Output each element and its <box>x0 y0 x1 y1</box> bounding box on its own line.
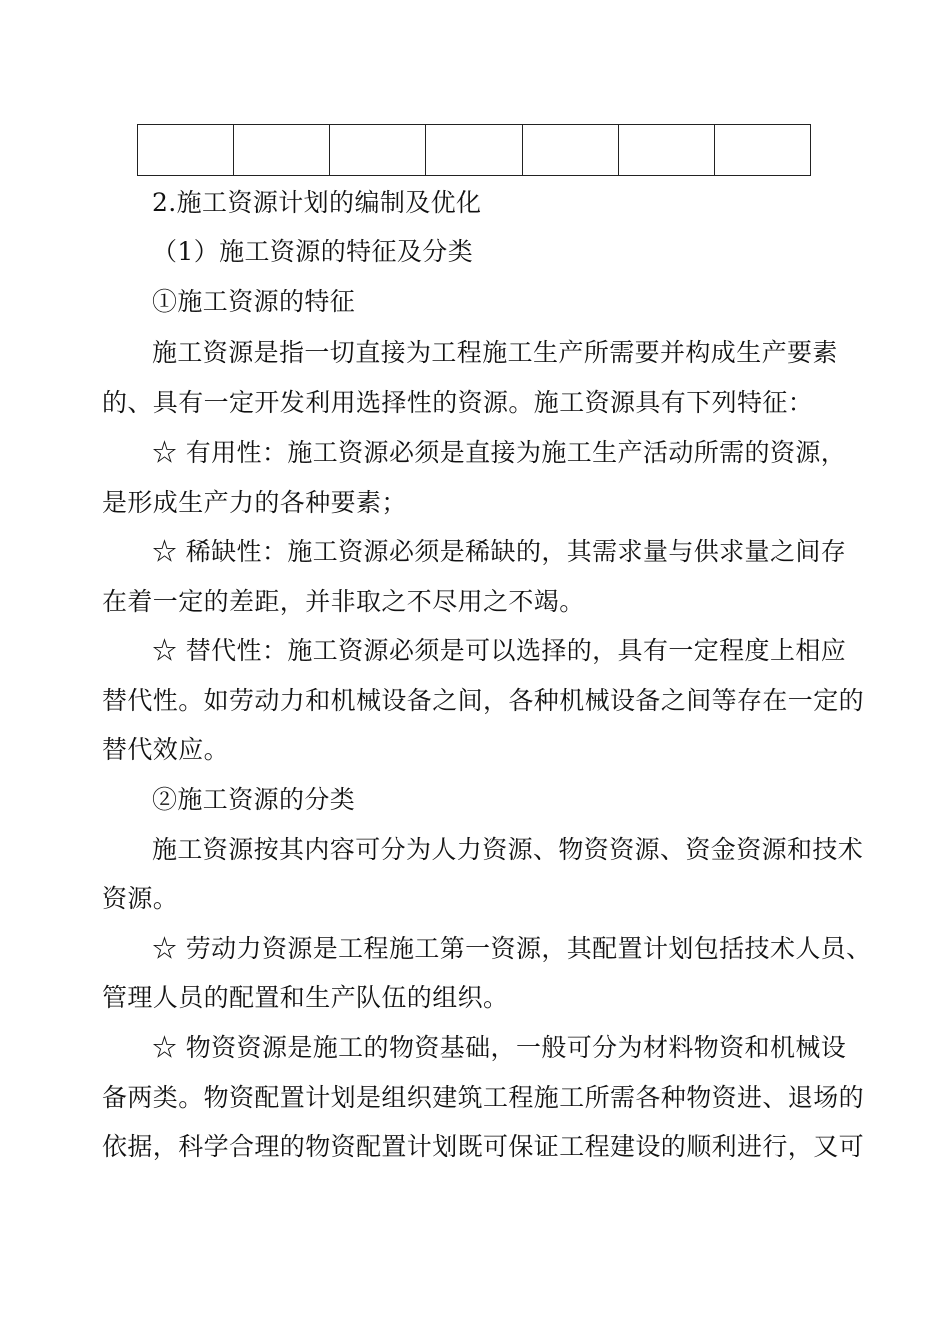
table-row <box>138 125 811 176</box>
resource-table <box>137 124 811 176</box>
bullet-line: ☆ 稀缺性：施工资源必须是稀缺的，其需求量与供求量之间存 <box>152 537 847 566</box>
bullet-line: 是形成生产力的各种要素； <box>102 488 407 517</box>
table-cell <box>426 125 522 176</box>
section-heading: 2.施工资源计划的编制及优化 <box>152 188 482 217</box>
table-cell <box>522 125 618 176</box>
bullet-line: 在着一定的差距，并非取之不尽用之不竭。 <box>102 587 585 616</box>
bullet-line: 管理人员的配置和生产队伍的组织。 <box>102 983 509 1012</box>
table-cell <box>618 125 714 176</box>
bullet-line: 替代性。如劳动力和机械设备之间，各种机械设备之间等存在一定的 <box>102 686 865 715</box>
table-cell <box>138 125 234 176</box>
subsection-heading: （1）施工资源的特征及分类 <box>152 237 474 266</box>
paragraph-line: 资源。 <box>102 884 179 913</box>
table-cell <box>714 125 810 176</box>
bullet-line: ☆ 有用性：施工资源必须是直接为施工生产活动所需的资源， <box>152 438 847 467</box>
table-cell <box>330 125 426 176</box>
bullet-line: 替代效应。 <box>102 735 230 764</box>
bullet-line: 备两类。物资配置计划是组织建筑工程施工所需各种物资进、退场的 <box>102 1083 865 1112</box>
bullet-line: ☆ 劳动力资源是工程施工第一资源，其配置计划包括技术人员、 <box>152 934 872 963</box>
paragraph-line: 施工资源是指一切直接为工程施工生产所需要并构成生产要素 <box>152 338 838 367</box>
bullet-line: 依据，科学合理的物资配置计划既可保证工程建设的顺利进行，又可 <box>102 1132 865 1161</box>
bullet-line: ☆ 物资资源是施工的物资基础，一般可分为材料物资和机械设 <box>152 1033 847 1062</box>
paragraph-line: 施工资源按其内容可分为人力资源、物资资源、资金资源和技术 <box>152 835 864 864</box>
bullet-line: ☆ 替代性：施工资源必须是可以选择的，具有一定程度上相应 <box>152 636 847 665</box>
item-title: ②施工资源的分类 <box>152 785 356 814</box>
item-title: ①施工资源的特征 <box>152 287 356 316</box>
table-cell <box>234 125 330 176</box>
paragraph-line: 的、具有一定开发利用选择性的资源。施工资源具有下列特征： <box>102 388 814 417</box>
